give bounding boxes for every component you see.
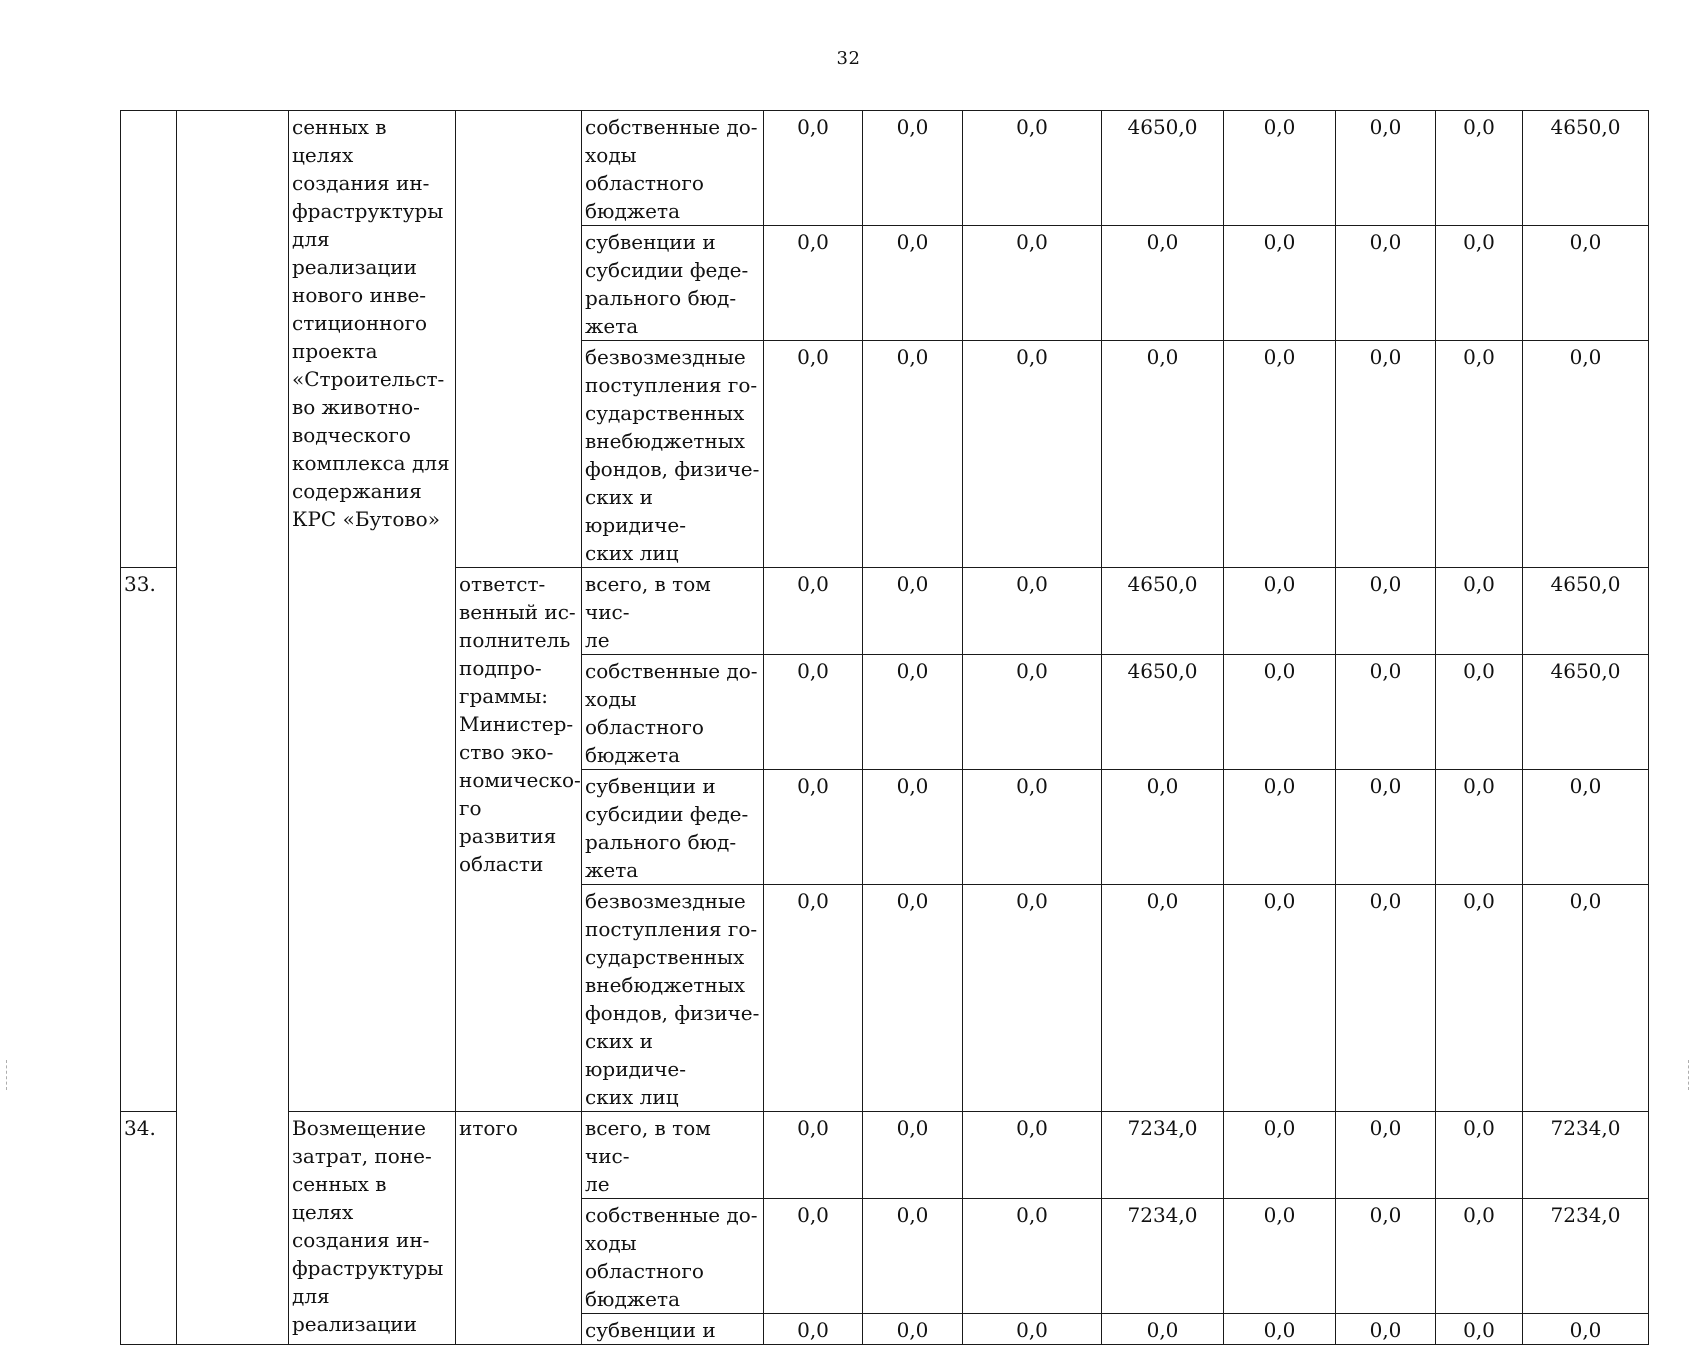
value-cell: 0,0 xyxy=(963,341,1102,568)
executor-cell: итого xyxy=(456,1112,582,1345)
value-cell: 0,0 xyxy=(963,885,1102,1112)
measure-title-cell: сенных в целях создания ин- фраструктуры для реализации нового инве- стиционного проекта «Строительст- во животно- водческого комплекса для содержания КРС «Бутово» xyxy=(289,111,456,1112)
value-cell: 0,0 xyxy=(963,1199,1102,1314)
value-cell: 0,0 xyxy=(1436,111,1523,226)
value-cell: 0,0 xyxy=(1224,341,1336,568)
value-cell: 0,0 xyxy=(764,1314,863,1345)
funding-source-cell: собственные до- ходы областного бюджета xyxy=(582,111,764,226)
value-cell: 0,0 xyxy=(1336,568,1436,655)
value-cell: 0,0 xyxy=(863,770,963,885)
value-cell: 4650,0 xyxy=(1102,568,1224,655)
value-cell: 0,0 xyxy=(1336,770,1436,885)
value-cell: 0,0 xyxy=(1436,1314,1523,1345)
value-cell: 0,0 xyxy=(963,568,1102,655)
value-cell: 0,0 xyxy=(1436,655,1523,770)
value-cell: 0,0 xyxy=(1224,655,1336,770)
value-cell: 4650,0 xyxy=(1102,111,1224,226)
value-cell: 0,0 xyxy=(764,885,863,1112)
value-cell: 0,0 xyxy=(1336,885,1436,1112)
value-cell: 4650,0 xyxy=(1523,655,1649,770)
value-cell: 0,0 xyxy=(1523,341,1649,568)
value-cell: 0,0 xyxy=(1436,568,1523,655)
value-cell: 0,0 xyxy=(1224,1199,1336,1314)
value-cell: 0,0 xyxy=(1336,341,1436,568)
value-cell: 0,0 xyxy=(863,341,963,568)
budget-table xyxy=(120,110,1649,1345)
funding-source-cell: субвенции и субсидии феде- рального бюд- жета xyxy=(582,770,764,885)
value-cell: 0,0 xyxy=(863,226,963,341)
value-cell: 0,0 xyxy=(1436,885,1523,1112)
value-cell: 0,0 xyxy=(764,770,863,885)
value-cell: 0,0 xyxy=(863,1199,963,1314)
value-cell: 0,0 xyxy=(1436,226,1523,341)
value-cell: 0,0 xyxy=(1336,1199,1436,1314)
value-cell: 0,0 xyxy=(863,1314,963,1345)
table-row xyxy=(121,1112,1649,1199)
value-cell: 0,0 xyxy=(1224,885,1336,1112)
measure-title-cell: Возмещение затрат, поне- сенных в целях создания ин- фраструктуры для реализации xyxy=(289,1112,456,1345)
value-cell: 0,0 xyxy=(863,655,963,770)
scan-edge-mark xyxy=(6,1060,10,1090)
value-cell: 0,0 xyxy=(1523,1314,1649,1345)
value-cell: 7234,0 xyxy=(1523,1112,1649,1199)
value-cell: 0,0 xyxy=(764,341,863,568)
row-number-cell xyxy=(121,111,177,568)
funding-source-cell: субвенции и xyxy=(582,1314,764,1345)
value-cell: 0,0 xyxy=(1224,1314,1336,1345)
value-cell: 0,0 xyxy=(863,568,963,655)
funding-source-cell: собственные до- ходы областного бюджета xyxy=(582,1199,764,1314)
value-cell: 4650,0 xyxy=(1523,568,1649,655)
executor-cell: ответст- венный ис- полнитель подпро- граммы: Министер- ство эко- номическо- го развития области xyxy=(456,568,582,1112)
value-cell: 7234,0 xyxy=(1102,1199,1224,1314)
value-cell: 0,0 xyxy=(1523,226,1649,341)
executor-cell xyxy=(456,111,582,568)
row-number-cell: 33. xyxy=(121,568,177,1112)
value-cell: 0,0 xyxy=(764,1112,863,1199)
value-cell: 0,0 xyxy=(863,885,963,1112)
value-cell: 0,0 xyxy=(1224,568,1336,655)
value-cell: 7234,0 xyxy=(1102,1112,1224,1199)
value-cell: 0,0 xyxy=(863,1112,963,1199)
value-cell: 0,0 xyxy=(1224,770,1336,885)
value-cell: 0,0 xyxy=(963,655,1102,770)
funding-source-cell: всего, в том чис- ле xyxy=(582,1112,764,1199)
value-cell: 0,0 xyxy=(1336,1112,1436,1199)
scan-edge-mark xyxy=(1688,1060,1692,1090)
funding-source-cell: безвозмездные поступления го- сударственных внебюджетных фондов, физиче- ских и юридиче- ских лиц xyxy=(582,885,764,1112)
funding-source-cell: собственные до- ходы областного бюджета xyxy=(582,655,764,770)
empty-column-cell xyxy=(177,111,289,1345)
value-cell: 7234,0 xyxy=(1523,1199,1649,1314)
value-cell: 0,0 xyxy=(963,1314,1102,1345)
value-cell: 0,0 xyxy=(1523,770,1649,885)
value-cell: 0,0 xyxy=(1102,885,1224,1112)
value-cell: 0,0 xyxy=(1436,1199,1523,1314)
value-cell: 0,0 xyxy=(1336,1314,1436,1345)
value-cell: 0,0 xyxy=(764,111,863,226)
value-cell: 0,0 xyxy=(1102,1314,1224,1345)
value-cell: 0,0 xyxy=(1336,111,1436,226)
value-cell: 0,0 xyxy=(963,770,1102,885)
value-cell: 0,0 xyxy=(1102,226,1224,341)
value-cell: 0,0 xyxy=(1224,1112,1336,1199)
value-cell: 0,0 xyxy=(1436,1112,1523,1199)
value-cell: 0,0 xyxy=(963,111,1102,226)
value-cell: 0,0 xyxy=(863,111,963,226)
value-cell: 0,0 xyxy=(1102,341,1224,568)
value-cell: 0,0 xyxy=(1224,226,1336,341)
value-cell: 0,0 xyxy=(963,226,1102,341)
value-cell: 4650,0 xyxy=(1523,111,1649,226)
table-row xyxy=(121,111,1649,226)
page-number: 32 xyxy=(836,48,861,69)
funding-source-cell: субвенции и субсидии феде- рального бюд- жета xyxy=(582,226,764,341)
value-cell: 0,0 xyxy=(1523,885,1649,1112)
value-cell: 4650,0 xyxy=(1102,655,1224,770)
value-cell: 0,0 xyxy=(764,226,863,341)
value-cell: 0,0 xyxy=(1336,655,1436,770)
funding-source-cell: всего, в том чис- ле xyxy=(582,568,764,655)
value-cell: 0,0 xyxy=(1436,341,1523,568)
value-cell: 0,0 xyxy=(764,1199,863,1314)
value-cell: 0,0 xyxy=(1436,770,1523,885)
row-number-cell: 34. xyxy=(121,1112,177,1345)
value-cell: 0,0 xyxy=(963,1112,1102,1199)
value-cell: 0,0 xyxy=(1336,226,1436,341)
value-cell: 0,0 xyxy=(1224,111,1336,226)
value-cell: 0,0 xyxy=(764,655,863,770)
value-cell: 0,0 xyxy=(764,568,863,655)
value-cell: 0,0 xyxy=(1102,770,1224,885)
funding-source-cell: безвозмездные поступления го- сударственных внебюджетных фондов, физиче- ских и юридиче- ских лиц xyxy=(582,341,764,568)
